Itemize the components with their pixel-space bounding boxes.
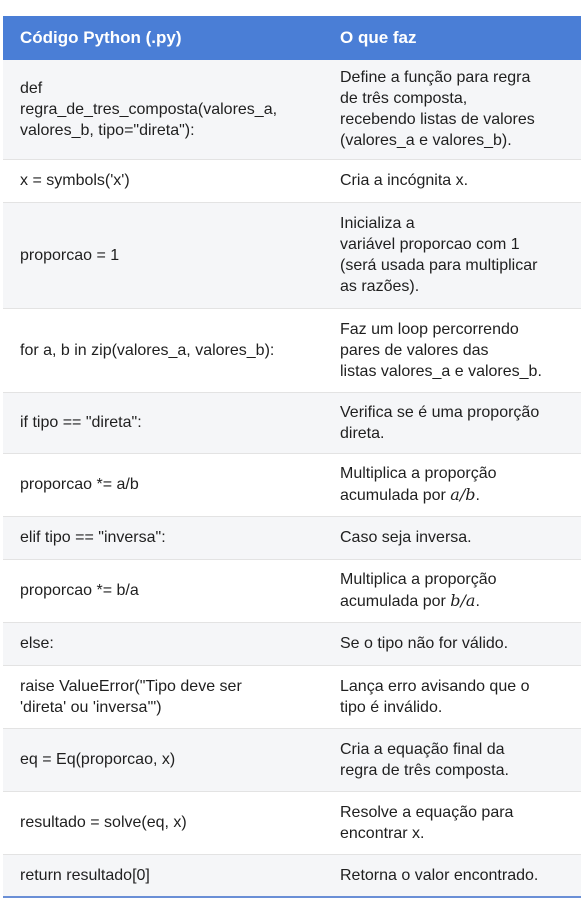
code-cell: [3, 791, 323, 854]
code-cell: [3, 665, 323, 728]
description-line: variável proporcao com 1: [340, 236, 520, 253]
description-line: Define a função para regra: [340, 69, 531, 87]
description-line: (será usada para multiplicar: [340, 257, 538, 274]
code-cell: [3, 622, 323, 665]
description-line: Se o tipo não for válido.: [340, 635, 509, 652]
description-line: Multiplica a proporção: [340, 571, 497, 588]
code-line: proporcao = 1: [20, 246, 120, 264]
description-cell: [323, 854, 581, 897]
table-row: [3, 202, 581, 308]
description-cell: [323, 622, 581, 665]
description-line: Resolve a equação para: [340, 803, 514, 821]
description-cell: [323, 665, 581, 728]
description-cell: [323, 516, 581, 559]
description-line: Cria a incógnita x.: [340, 172, 469, 189]
code-line: if tipo == "direta":: [20, 414, 142, 431]
description-line: Cria a equação final da: [340, 740, 505, 758]
code-line: x = symbols('x'): [20, 172, 130, 189]
description-cell: [323, 159, 581, 202]
description-cell: [323, 791, 581, 854]
code-cell: [3, 453, 323, 516]
table-row: [3, 728, 581, 791]
python-explanation-table: [3, 16, 581, 898]
code-line: valores_b, tipo="direta"):: [20, 121, 195, 139]
header-row: [3, 16, 581, 60]
code-cell: [3, 308, 323, 392]
table-row: [3, 622, 581, 665]
description-line: pares de valores das: [340, 341, 489, 359]
code-cell: [3, 202, 323, 308]
description-cell: [323, 453, 581, 516]
code-line: proporcao *= a/b: [20, 476, 139, 493]
code-line: raise ValueError("Tipo deve ser: [20, 677, 242, 695]
code-cell: [3, 60, 323, 159]
code-line: else:: [20, 635, 54, 652]
description-line: tipo é inválido.: [340, 698, 443, 716]
description-cell: [323, 202, 581, 308]
table-row: [3, 159, 581, 202]
code-cell: [3, 559, 323, 622]
description-cell: [323, 308, 581, 392]
description-line: Inicializa a: [340, 215, 415, 232]
code-line: resultado = solve(eq, x): [20, 814, 187, 831]
description-line: Retorna o valor encontrado.: [340, 866, 539, 884]
description-cell: [323, 60, 581, 159]
description-line: acumulada por: [340, 487, 446, 504]
table-row: [3, 665, 581, 728]
description-line: listas valores_a e valores_b.: [340, 362, 542, 380]
description-line: direta.: [340, 424, 385, 442]
code-line: return resultado[0]: [20, 866, 150, 884]
description-line: (valores_a e valores_b).: [340, 132, 512, 150]
description-line: recebendo listas de valores: [340, 111, 535, 129]
table-row: [3, 791, 581, 854]
description-line: as razões).: [340, 278, 420, 295]
description-line: Verifica se é uma proporção: [340, 403, 540, 421]
description-line: encontrar x.: [340, 824, 425, 842]
math-expression: a/b: [450, 485, 476, 504]
description-cell: [323, 559, 581, 622]
code-line: 'direta' ou 'inversa'"): [20, 698, 162, 716]
table-row: [3, 516, 581, 559]
code-line: regra_de_tres_composta(valores_a,: [20, 100, 278, 118]
table-row: [3, 559, 581, 622]
table-body: [3, 60, 581, 897]
table-row: [3, 60, 581, 159]
code-cell: [3, 392, 323, 453]
description-line: Lança erro avisando que o: [340, 677, 530, 695]
code-cell: [3, 854, 323, 897]
code-line: elif tipo == "inversa":: [20, 529, 166, 546]
code-line: for a, b in zip(valores_a, valores_b):: [20, 341, 275, 359]
description-line: Multiplica a proporção: [340, 465, 497, 482]
description-line: Faz um loop percorrendo: [340, 320, 519, 338]
punctuation: .: [475, 487, 480, 504]
table-row: [3, 308, 581, 392]
table-row: [3, 392, 581, 453]
header-description-column: O que faz: [323, 16, 581, 60]
code-cell: [3, 516, 323, 559]
table-header: [3, 16, 581, 60]
punctuation: .: [475, 593, 480, 610]
code-line: def: [20, 79, 43, 97]
table-row: [3, 854, 581, 897]
description-line: de três composta,: [340, 90, 468, 108]
description-line: acumulada por: [340, 593, 446, 610]
table-row: [3, 453, 581, 516]
code-cell: [3, 159, 323, 202]
description-cell: [323, 728, 581, 791]
code-line: eq = Eq(proporcao, x): [20, 751, 176, 768]
description-line: Caso seja inversa.: [340, 529, 472, 546]
description-line: regra de três composta.: [340, 761, 509, 779]
code-cell: [3, 728, 323, 791]
description-cell: [323, 392, 581, 453]
math-expression: b/a: [450, 591, 476, 610]
code-line: proporcao *= b/a: [20, 582, 139, 599]
header-code-column: Código Python (.py): [3, 16, 323, 60]
